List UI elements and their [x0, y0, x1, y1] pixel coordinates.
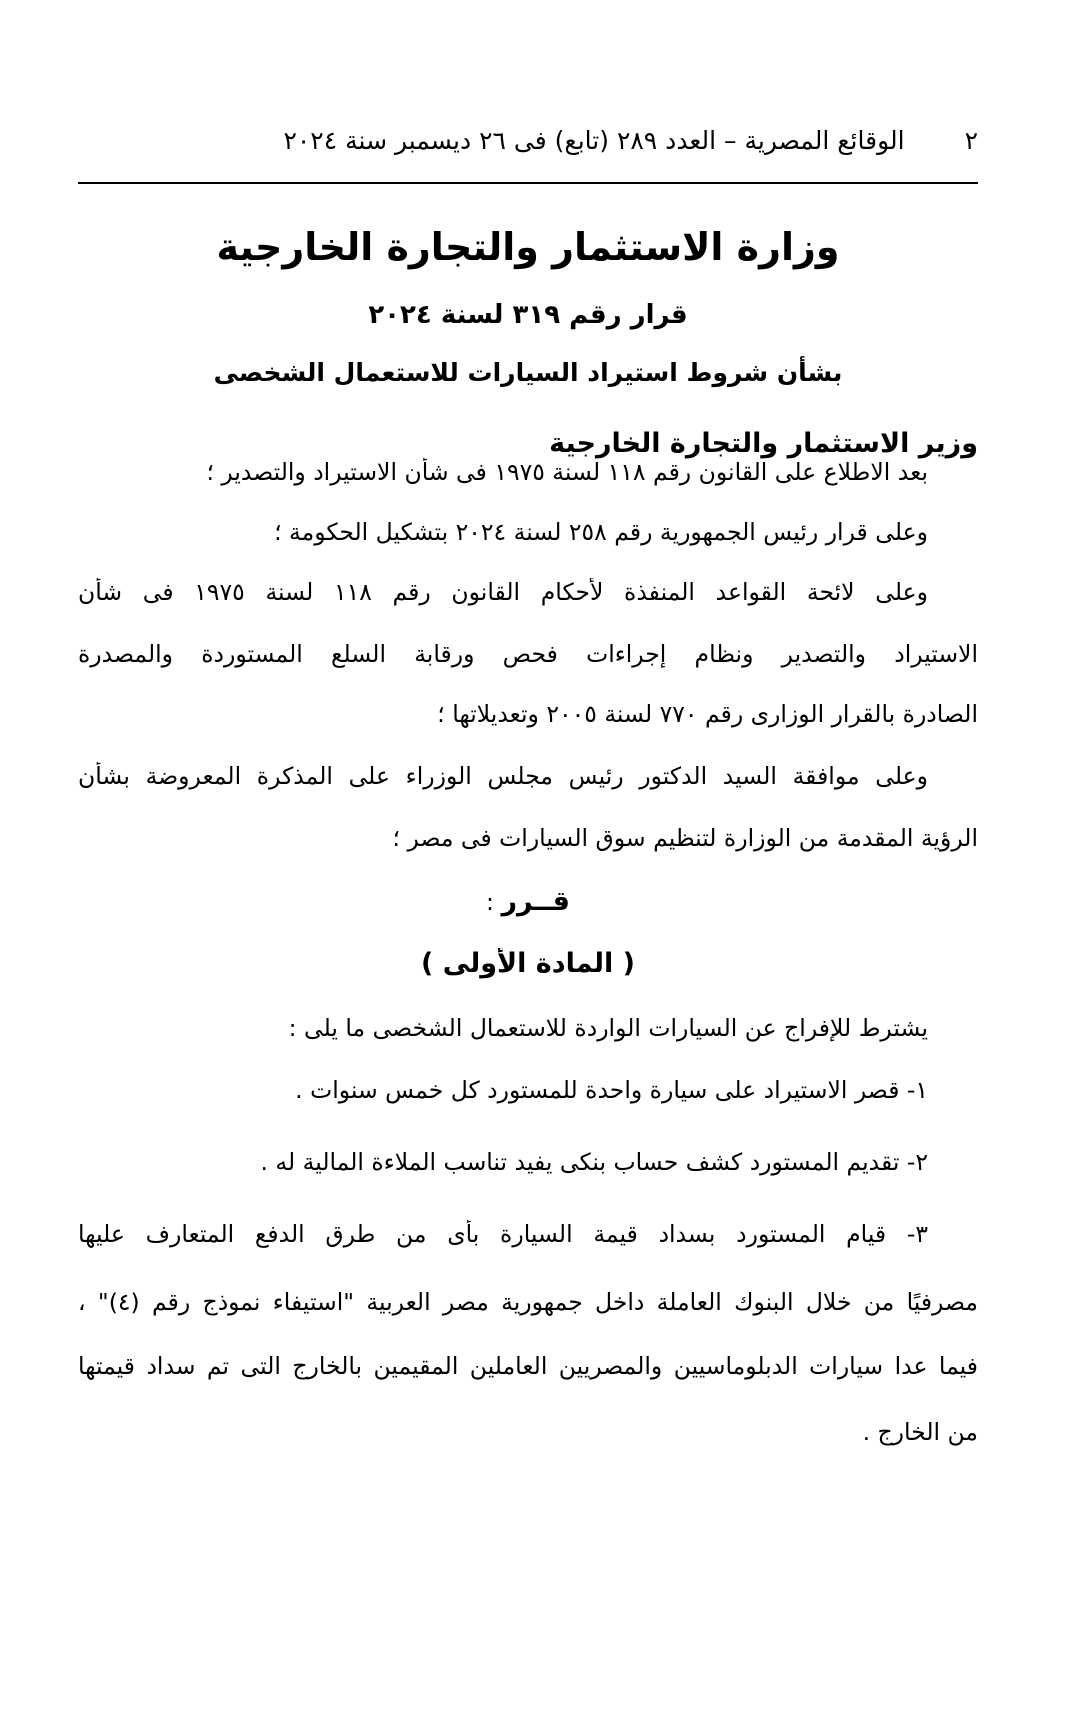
preamble-line: الرؤية المقدمة من الوزارة لتنظيم سوق السيارات فى مصر ؛	[392, 824, 978, 852]
page-header	[78, 118, 978, 162]
condition-item: ١- قصر الاستيراد على سيارة واحدة للمستورد كل خمس سنوات .	[295, 1076, 928, 1104]
article-title: ( المادة الأولى )	[421, 948, 635, 979]
decided-colon: :	[486, 888, 494, 916]
document-page	[78, 0, 978, 1710]
condition-intro-text: يشترط للإفراج عن السيارات الواردة للاستعمال الشخصى ما يلى	[303, 1014, 928, 1042]
condition-item: ٢- تقديم المستورد كشف حساب بنكى يفيد تناسب الملاءة المالية له .	[260, 1148, 928, 1176]
decided-word: قــرر	[501, 886, 570, 917]
condition-item-continued: من الخارج .	[862, 1418, 978, 1446]
preamble-line: وعلى لائحة القواعد المنفذة لأحكام القانون رقم ١١٨ لسنة ١٩٧٥ فى شأن	[78, 578, 928, 606]
preamble-line: بعد الاطلاع على القانون رقم ١١٨ لسنة ١٩٧٥ فى شأن الاستيراد والتصدير ؛	[206, 458, 928, 486]
header-rule	[78, 182, 978, 184]
decree-subject: بشأن شروط استيراد السيارات للاستعمال الشخصى	[213, 358, 843, 387]
minister-title: وزير الاستثمار والتجارة الخارجية	[549, 428, 978, 459]
decree-number: قرار رقم ٣١٩ لسنة ٢٠٢٤	[368, 300, 688, 330]
preamble-line: وعلى قرار رئيس الجمهورية رقم ٢٥٨ لسنة ٢٠٢٤ بتشكيل الحكومة ؛	[274, 518, 928, 546]
preamble-line: وعلى موافقة السيد الدكتور رئيس مجلس الوزراء على المذكرة المعروضة بشأن	[78, 762, 928, 790]
condition-item-continued: فيما عدا سيارات الدبلوماسيين والمصريين العاملين المقيمين بالخارج التى تم سداد قيمتها	[78, 1352, 978, 1380]
preamble-line: الاستيراد والتصدير ونظام إجراءات فحص ورقابة السلع المستوردة والمصدرة	[78, 640, 978, 668]
preamble-line: الصادرة بالقرار الوزارى رقم ٧٧٠ لسنة ٢٠٠٥ وتعديلاتها ؛	[437, 700, 978, 728]
condition-item-continued: مصرفيًا من خلال البنوك العاملة داخل جمهورية مصر العربية "استيفاء نموذج رقم (٤)" ،	[78, 1288, 978, 1316]
condition-intro	[78, 1014, 978, 1042]
condition-item: ٣- قيام المستورد بسداد قيمة السيارة بأى من طرق الدفع المتعارف عليها	[78, 1220, 928, 1248]
condition-intro-colon: :	[288, 1014, 297, 1042]
ministry-heading: وزارة الاستثمار والتجارة الخارجية	[216, 225, 840, 269]
page-number: ٢	[964, 125, 978, 155]
running-title: الوقائع المصرية – العدد ٢٨٩ (تابع) فى ٢٦ ديسمبر سنة ٢٠٢٤	[283, 125, 905, 155]
decided-heading	[78, 886, 978, 917]
